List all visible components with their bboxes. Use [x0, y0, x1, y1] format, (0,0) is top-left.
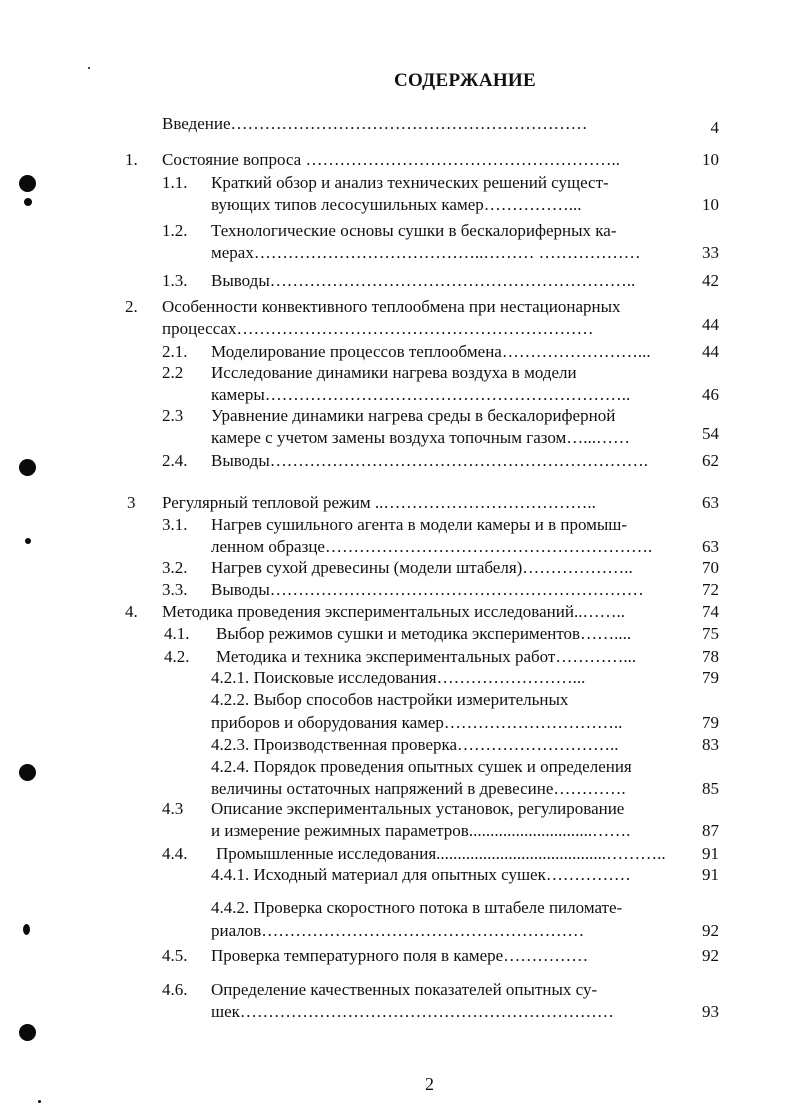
toc-entry-page: 79 — [702, 713, 719, 732]
punch-hole-mark — [19, 764, 36, 781]
toc-entry-page: 70 — [702, 558, 719, 577]
toc-entry-page: 91 — [702, 844, 719, 863]
toc-entry-page: 33 — [702, 243, 719, 262]
toc-entry-text: Исследование динамики нагрева воздуха в модели — [211, 363, 577, 382]
toc-entry-number: 4. — [125, 602, 138, 621]
toc-entry-text: камеры……………………………………………………….. — [211, 385, 631, 404]
toc-entry-number: 4.3 — [162, 799, 184, 818]
toc-entry-page: 46 — [702, 385, 719, 404]
toc-entry-page: 63 — [702, 537, 719, 556]
toc-entry-number: 2.4. — [162, 451, 188, 470]
toc-entry-text: 4.2.2. Выбор способов настройки измерительных — [211, 690, 569, 709]
toc-entry-text: и измерение режимных параметров.............................……. — [211, 821, 631, 840]
toc-entry-page: 92 — [702, 921, 719, 940]
toc-entry-text: Краткий обзор и анализ технических решений сущест- — [211, 173, 609, 192]
toc-entry-text: Регулярный тепловой режим ..……………………………….. — [162, 493, 596, 512]
toc-entry-text: 4.4.2. Проверка скоростного потока в штабеле пиломате- — [211, 898, 623, 917]
toc-entry-text: мерах…………………………………..……… ……………… — [211, 243, 641, 262]
toc-entry-number: 2.2 — [162, 363, 184, 382]
toc-entry-text: шек………………………………………………………… — [211, 1002, 614, 1021]
toc-entry-page: 44 — [702, 342, 719, 361]
toc-entry-text: Введение……………………………………………………… — [162, 114, 588, 133]
scan-speck — [88, 67, 90, 69]
toc-entry-number: 4.6. — [162, 980, 188, 999]
toc-entry-text: вующих типов лесосушильных камер……………... — [211, 195, 582, 214]
toc-entry-number: 2. — [125, 297, 138, 316]
toc-entry-page: 74 — [702, 602, 719, 621]
toc-entry-text: Описание экспериментальных установок, регулирование — [211, 799, 625, 818]
toc-entry-number: 1.2. — [162, 221, 188, 240]
toc-entry-text: Уравнение динамики нагрева среды в бескалориферной — [211, 406, 616, 425]
punch-hole-mark — [25, 538, 31, 544]
toc-entry-text: риалов………………………………………………… — [211, 921, 585, 940]
toc-entry-number: 4.5. — [162, 946, 188, 965]
toc-entry-number: 3 — [127, 493, 136, 512]
toc-entry-text: Методика проведения экспериментальных исследований..…….. — [162, 602, 625, 621]
toc-entry-text: камере с учетом замены воздуха топочным газом…...…… — [211, 428, 631, 447]
toc-entry-text: Технологические основы сушки в бескалориферных ка- — [211, 221, 617, 240]
toc-entry-text: 4.2.3. Производственная проверка……………………….. — [211, 735, 619, 754]
toc-entry-text: процессах……………………………………………………… — [162, 319, 594, 338]
toc-entry-page: 10 — [702, 195, 719, 214]
punch-hole-mark — [19, 459, 36, 476]
toc-entry-page: 83 — [702, 735, 719, 754]
toc-entry-text: Выводы………………………………………………………… — [211, 580, 644, 599]
toc-entry-page: 72 — [702, 580, 719, 599]
page-title: СОДЕРЖАНИЕ — [394, 70, 536, 91]
toc-entry-number: 3.1. — [162, 515, 188, 534]
toc-entry-text: Нагрев сухой древесины (модели штабеля)……………….. — [211, 558, 633, 577]
toc-entry-number: 2.3 — [162, 406, 184, 425]
toc-entry-text: Определение качественных показателей опытных су- — [211, 980, 598, 999]
scan-speck — [38, 1100, 41, 1103]
punch-hole-mark — [19, 1024, 36, 1041]
toc-entry-page: 92 — [702, 946, 719, 965]
toc-entry-text: Промышленные исследования........................................……….. — [216, 844, 666, 863]
punch-hole-mark — [23, 924, 30, 935]
toc-entry-number: 1.3. — [162, 271, 188, 290]
page-number: 2 — [425, 1074, 434, 1094]
toc-entry-page: 63 — [702, 493, 719, 512]
toc-entry-text: Состояние вопроса ……………………………………………….. — [162, 150, 620, 169]
toc-entry-page: 93 — [702, 1002, 719, 1021]
toc-entry-number: 4.4. — [162, 844, 188, 863]
toc-entry-page: 79 — [702, 668, 719, 687]
toc-entry-number: 1. — [125, 150, 138, 169]
toc-entry-text: Выводы……………………………………………………….. — [211, 271, 636, 290]
toc-entry-page: 54 — [702, 424, 719, 443]
toc-entry-page: 85 — [702, 779, 719, 798]
toc-entry-text: Нагрев сушильного агента в модели камеры и в промыш- — [211, 515, 628, 534]
toc-entry-page: 42 — [702, 271, 719, 290]
toc-entry-text: Проверка температурного поля в камере…………… — [211, 946, 589, 965]
toc-entry-text: Выводы…………………………………………………………. — [211, 451, 649, 470]
toc-entry-number: 3.3. — [162, 580, 188, 599]
toc-entry-text: ленном образце…………………………………………………. — [211, 537, 653, 556]
toc-entry-text: 4.4.1. Исходный материал для опытных сушек…………… — [211, 865, 631, 884]
toc-entry-text: Методика и техника экспериментальных работ…………... — [216, 647, 637, 666]
toc-entry-text: Моделирование процессов теплообмена……………………... — [211, 342, 651, 361]
toc-entry-number: 3.2. — [162, 558, 188, 577]
punch-hole-mark — [24, 198, 32, 206]
toc-entry-page: 75 — [702, 624, 719, 643]
toc-entry-number: 4.2. — [164, 647, 190, 666]
toc-entry-page: 91 — [702, 865, 719, 884]
toc-entry-text: приборов и оборудования камер………………………….. — [211, 713, 623, 732]
toc-entry-text: Особенности конвективного теплообмена при нестационарных — [162, 297, 621, 316]
toc-entry-text: 4.2.1. Поисковые исследования……………………... — [211, 668, 586, 687]
punch-hole-mark — [19, 175, 36, 192]
toc-entry-page: 4 — [710, 118, 719, 137]
toc-entry-page: 78 — [702, 647, 719, 666]
toc-entry-text: 4.2.4. Порядок проведения опытных сушек и определения — [211, 757, 632, 776]
toc-entry-page: 10 — [702, 150, 719, 169]
toc-entry-page: 62 — [702, 451, 719, 470]
toc-entry-number: 2.1. — [162, 342, 188, 361]
toc-entry-text: величины остаточных напряжений в древесине…………. — [211, 779, 626, 798]
toc-entry-number: 4.1. — [164, 624, 190, 643]
toc-entry-page: 87 — [702, 821, 719, 840]
toc-entry-page: 44 — [702, 315, 719, 334]
toc-entry-text: Выбор режимов сушки и методика экспериментов…….... — [216, 624, 632, 643]
toc-entry-number: 1.1. — [162, 173, 188, 192]
